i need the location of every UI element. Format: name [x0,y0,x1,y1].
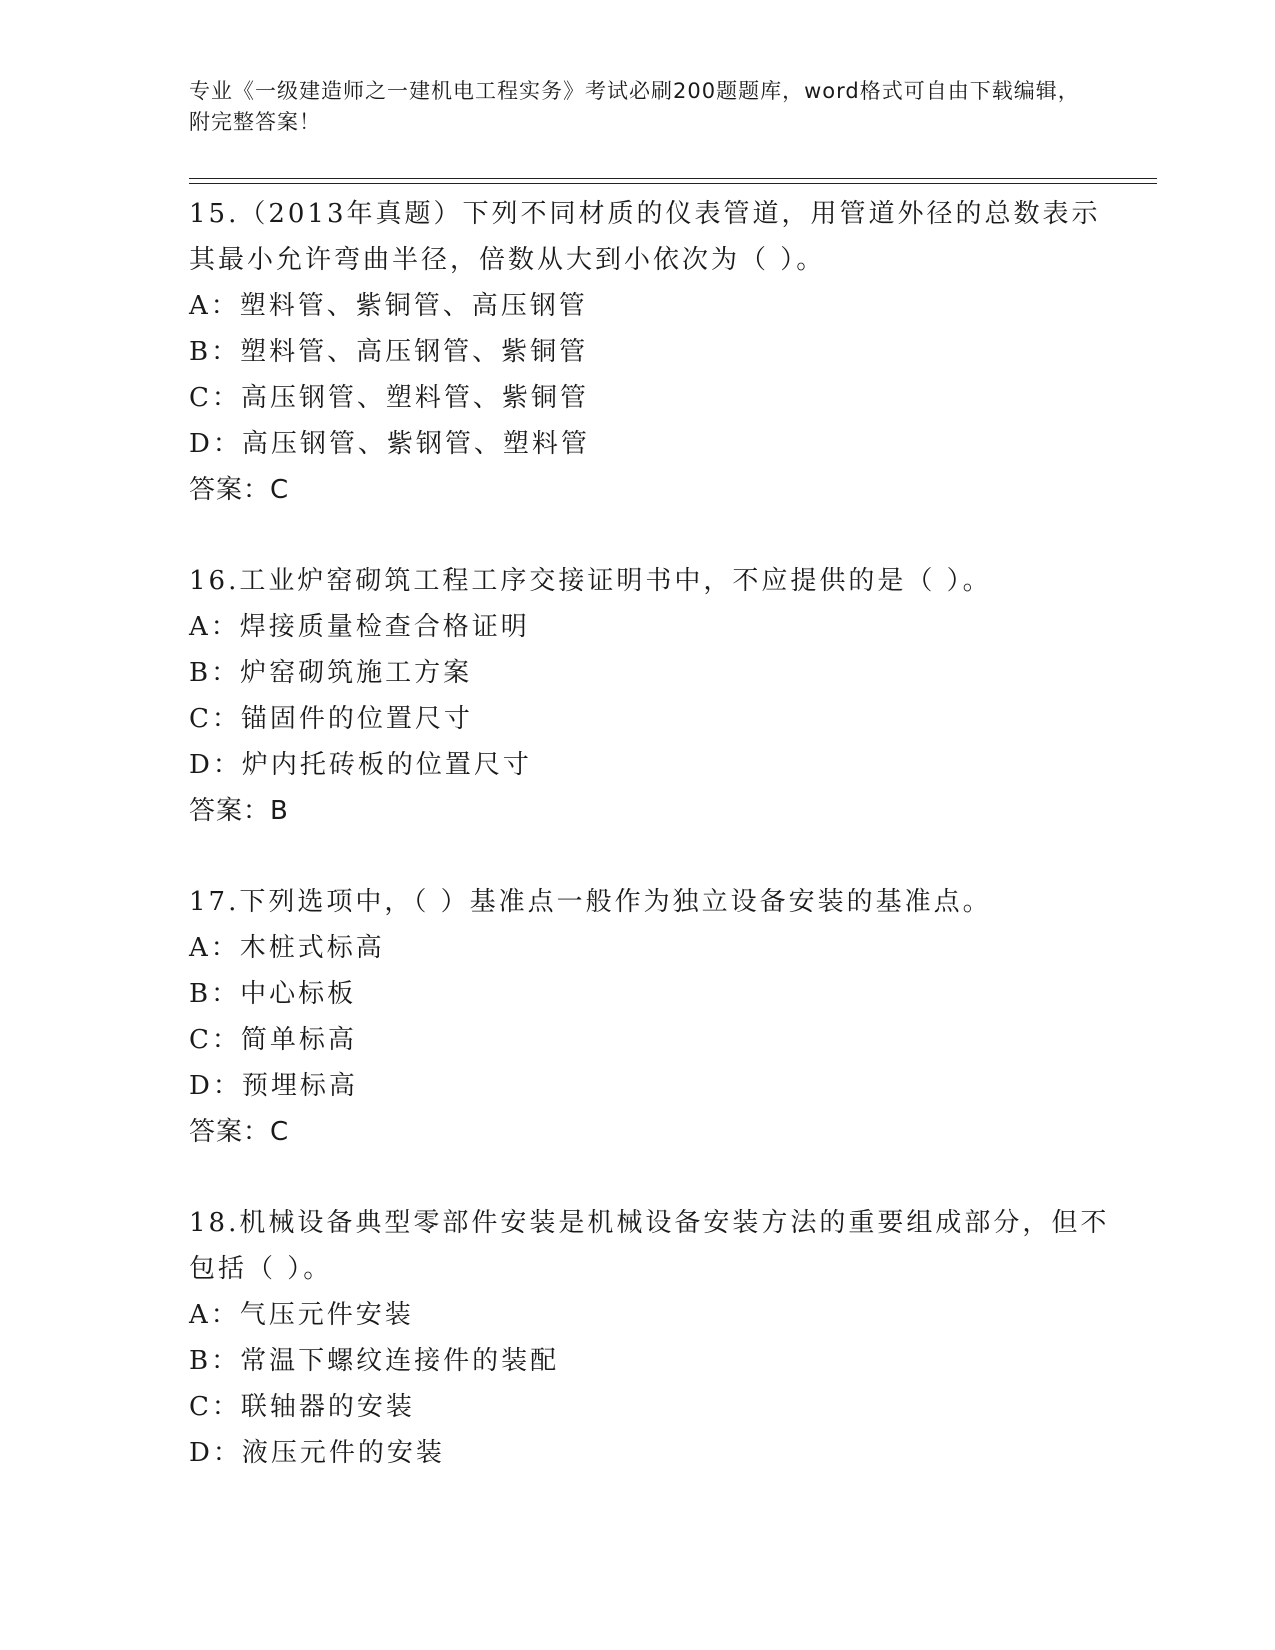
option-c: C：锚固件的位置尺寸 [189,704,473,734]
option-a: A：塑料管、紫铜管、高压钢管 [189,291,588,321]
option-c: C：联轴器的安装 [189,1392,415,1422]
question-stem: 18.机械设备典型零部件安装是机械设备安装方法的重要组成部分，但不包括（ ）。 [189,1208,1110,1284]
option-a: A：焊接质量检查合格证明 [189,612,530,642]
option-b: B：炉窑砌筑施工方案 [189,658,473,688]
header-divider-bottom [189,183,1157,184]
option-b: B：常温下螺纹连接件的装配 [189,1346,560,1376]
document-header [189,76,1089,138]
option-a: A：气压元件安装 [189,1300,414,1330]
question-17 [189,879,1129,1155]
question-stem: 16.工业炉窑砌筑工程工序交接证明书中，不应提供的是（ ）。 [189,566,992,596]
option-a: A：木桩式标高 [189,933,385,963]
question-stem: 15.（2013年真题）下列不同材质的仪表管道，用管道外径的总数表示其最小允许弯曲半径，倍数从大到小依次为（ ）。 [189,199,1101,275]
option-d: D：预埋标高 [189,1071,358,1101]
option-d: D：炉内托砖板的位置尺寸 [189,750,532,780]
option-c: C：简单标高 [189,1025,357,1055]
option-b: B：塑料管、高压钢管、紫铜管 [189,337,589,367]
answer-label: 答案：C [189,1117,290,1147]
answer-label: 答案：C [189,475,290,505]
option-c: C：高压钢管、塑料管、紫铜管 [189,383,589,413]
answer-label: 答案：B [189,796,289,826]
option-d: D：高压钢管、紫钢管、塑料管 [189,429,590,459]
option-d: D：液压元件的安装 [189,1438,445,1468]
option-b: B：中心标板 [189,979,357,1009]
question-15 [189,191,1129,513]
question-18 [189,1200,1129,1476]
question-list [189,191,1129,1476]
header-intro-text: 专业《一级建造师之一建机电工程实务》考试必刷200题题库，word格式可自由下载编辑，附完整答案！ [189,79,1080,134]
header-divider-top [189,178,1157,179]
question-stem: 17.下列选项中，（ ）基准点一般作为独立设备安装的基准点。 [189,887,992,917]
question-16 [189,558,1129,834]
